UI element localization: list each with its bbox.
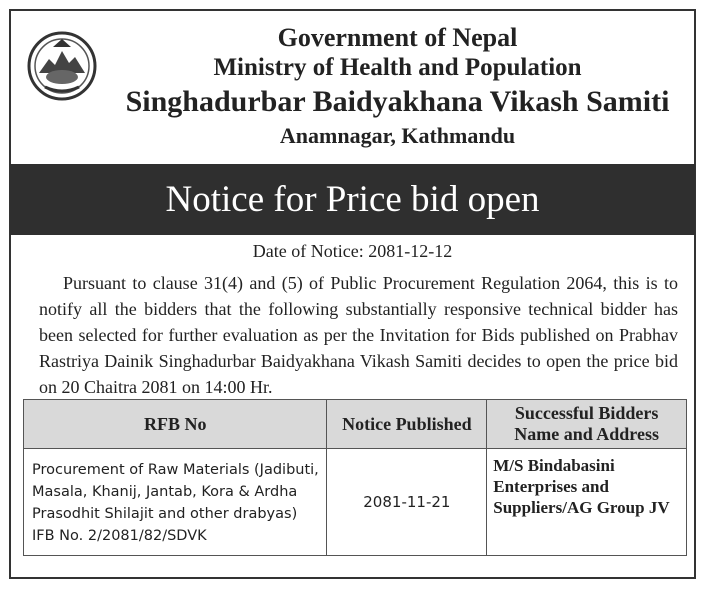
header-successful-bidders: Successful Bidders Name and Address — [487, 400, 687, 449]
header-rfb-no: RFB No — [24, 400, 327, 449]
notice-frame — [9, 9, 696, 579]
letterhead — [101, 23, 694, 151]
nepal-emblem-icon — [25, 29, 99, 103]
header-notice-published: Notice Published — [327, 400, 487, 449]
notice-body: Pursuant to clause 31(4) and (5) of Public Procurement Regulation 2064, this is to notify all the bidders that the following substantially responsive technical bidder has been selected for further evaluation as per the Invitation for Bids published on Prabhav Rastriya Dainik Singhadurbar Baidyakhana Vikash Samiti decides to open the price bid on 20 Chaitra 2081 on 14:00 Hr. — [39, 273, 678, 397]
ministry-title: Ministry of Health and Population — [213, 54, 582, 81]
address: Anamnagar, Kathmandu — [279, 123, 516, 148]
bids-table — [23, 399, 687, 556]
notice-date: Date of Notice: 2081-12-12 — [252, 241, 453, 261]
table-header-row — [24, 400, 687, 449]
bidder-name: M/S Bindabasini Enterprises and Suppliers/AG Group JV — [487, 449, 687, 556]
published-date: 2081-11-21 — [327, 449, 487, 556]
organization-title: Singhadurbar Baidyakhana Vikash Samiti — [125, 85, 670, 118]
government-title: Government of Nepal — [277, 23, 518, 52]
rfb-description: Procurement of Raw Materials (Jadibuti, Masala, Khanij, Jantab, Kora & Ardha Prasodhit Shilajit and other drabyas) IFB No. 2/2081/82/SDVK — [24, 449, 327, 556]
table-row — [24, 449, 687, 556]
notice-title: Notice for Price bid open — [10, 164, 695, 235]
